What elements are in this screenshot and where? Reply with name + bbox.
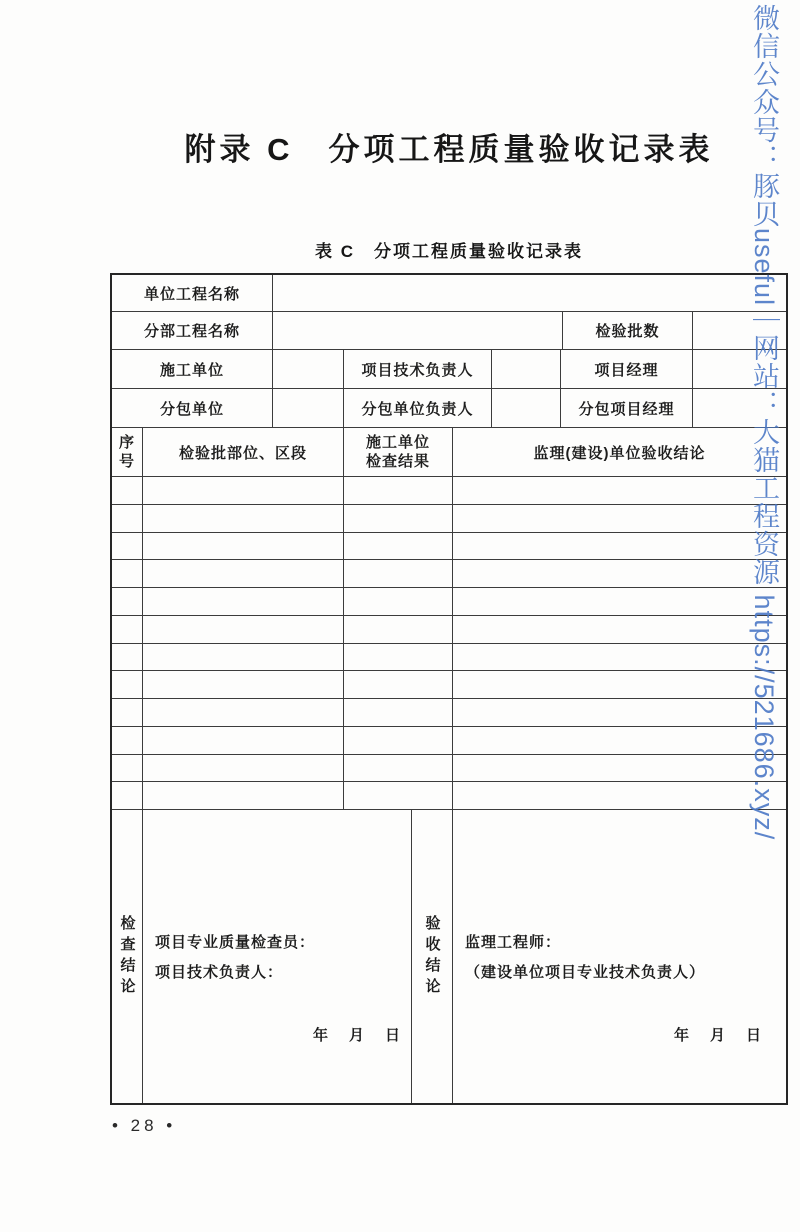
row-subcontract-unit (112, 389, 786, 428)
serial-cell (112, 588, 143, 616)
acceptance-signature-block (465, 928, 705, 988)
project-tech-leader-value-cell (492, 350, 561, 389)
grid-header-row (112, 428, 786, 477)
serial-cell (112, 782, 143, 810)
conclusion-cell (453, 699, 786, 727)
row-construction-unit (112, 350, 786, 389)
serial-cell (112, 727, 143, 755)
contractor-result-header: 施工单位 检查结果 (344, 428, 453, 477)
location-cell (143, 644, 344, 672)
division-project-label: 分部工程名称 (112, 312, 273, 350)
serial-cell (112, 560, 143, 588)
project-manager-label: 项目经理 (561, 350, 693, 389)
conclusion-cell (453, 782, 786, 810)
check-conclusion-label-cell (112, 810, 143, 1103)
location-cell (143, 671, 344, 699)
serial-cell (112, 671, 143, 699)
result-cell (344, 505, 453, 533)
empty-data-row (112, 782, 786, 810)
check-signature-block (155, 928, 315, 988)
empty-data-row (112, 533, 786, 561)
unit-project-label: 单位工程名称 (112, 275, 273, 312)
division-project-value-cell (273, 312, 563, 350)
check-date-line: 年 月 日 (312, 1027, 403, 1044)
page-title: 附录 C 分项工程质量验收记录表 (184, 132, 714, 167)
conclusion-cell (453, 644, 786, 672)
result-cell (344, 699, 453, 727)
acceptance-conclusion-vertical-label: 验收结论 (423, 914, 441, 999)
inspection-batch-label: 检验批数 (563, 312, 693, 350)
empty-data-row (112, 699, 786, 727)
conclusion-cell (453, 533, 786, 561)
check-signer2: 项目技术负责人： (155, 964, 284, 981)
construction-unit-label: 施工单位 (112, 350, 273, 389)
result-cell (344, 755, 453, 783)
location-cell (143, 560, 344, 588)
check-conclusion-content-cell (143, 810, 412, 1103)
conclusion-row (112, 810, 786, 1103)
location-cell (143, 727, 344, 755)
row-unit-project (112, 275, 786, 312)
construction-unit-value-cell (273, 350, 344, 389)
conclusion-cell (453, 671, 786, 699)
check-conclusion-vertical-label: 检查结论 (118, 914, 136, 999)
serial-cell (112, 699, 143, 727)
result-cell (344, 727, 453, 755)
conclusion-cell (453, 616, 786, 644)
conclusion-cell (453, 505, 786, 533)
empty-data-row (112, 505, 786, 533)
conclusion-cell (453, 755, 786, 783)
serial-cell (112, 644, 143, 672)
conclusion-cell (453, 560, 786, 588)
subcontract-manager-label: 分包项目经理 (561, 389, 693, 428)
conclusion-cell (453, 588, 786, 616)
subcontract-unit-label: 分包单位 (112, 389, 273, 428)
check-signer1: 项目专业质量检查员： (155, 934, 316, 951)
acceptance-signer1: 监理工程师： (465, 934, 562, 951)
project-tech-leader-label: 项目技术负责人 (344, 350, 492, 389)
conclusion-cell (453, 727, 786, 755)
acceptance-date-line: 年 月 日 (673, 1027, 764, 1044)
acceptance-conclusion-label-cell (412, 810, 453, 1103)
acceptance-conclusion-content-cell (453, 810, 786, 1103)
serial-cell (112, 755, 143, 783)
serial-cell (112, 533, 143, 561)
acceptance-record-form (110, 273, 788, 1105)
result-cell (344, 560, 453, 588)
subcontract-unit-value-cell (273, 389, 344, 428)
location-cell (143, 755, 344, 783)
result-cell (344, 782, 453, 810)
empty-data-row (112, 477, 786, 505)
empty-data-row (112, 616, 786, 644)
location-cell (143, 477, 344, 505)
result-cell (344, 588, 453, 616)
location-cell (143, 588, 344, 616)
location-cell (143, 699, 344, 727)
empty-data-row (112, 588, 786, 616)
conclusion-cell (453, 477, 786, 505)
supervisor-conclusion-header: 监理(建设)单位验收结论 (453, 428, 786, 477)
serial-cell (112, 505, 143, 533)
empty-data-row (112, 727, 786, 755)
location-cell (143, 782, 344, 810)
location-cell (143, 616, 344, 644)
subcontract-leader-value-cell (492, 389, 561, 428)
empty-data-row (112, 671, 786, 699)
row-division-project (112, 312, 786, 350)
result-cell (344, 671, 453, 699)
table-caption: 表 C 分项工程质量验收记录表 (315, 242, 583, 261)
serial-number-header: 序 号 (112, 428, 143, 477)
empty-data-row (112, 755, 786, 783)
location-cell (143, 505, 344, 533)
acceptance-signer2: （建设单位项目专业技术负责人） (465, 964, 706, 981)
page-number: • 28 • (112, 1116, 177, 1135)
unit-project-value-cell (273, 275, 786, 312)
watermark-text: 微信公众号：豚贝useful｜网站：大猫工程资源 https://521686.xyz/ (749, 4, 779, 841)
result-cell (344, 616, 453, 644)
result-cell (344, 644, 453, 672)
serial-cell (112, 477, 143, 505)
result-cell (344, 477, 453, 505)
result-cell (344, 533, 453, 561)
location-cell (143, 533, 344, 561)
empty-data-row (112, 560, 786, 588)
subcontract-leader-label: 分包单位负责人 (344, 389, 492, 428)
empty-data-row (112, 644, 786, 672)
serial-cell (112, 616, 143, 644)
batch-location-header: 检验批部位、区段 (143, 428, 344, 477)
